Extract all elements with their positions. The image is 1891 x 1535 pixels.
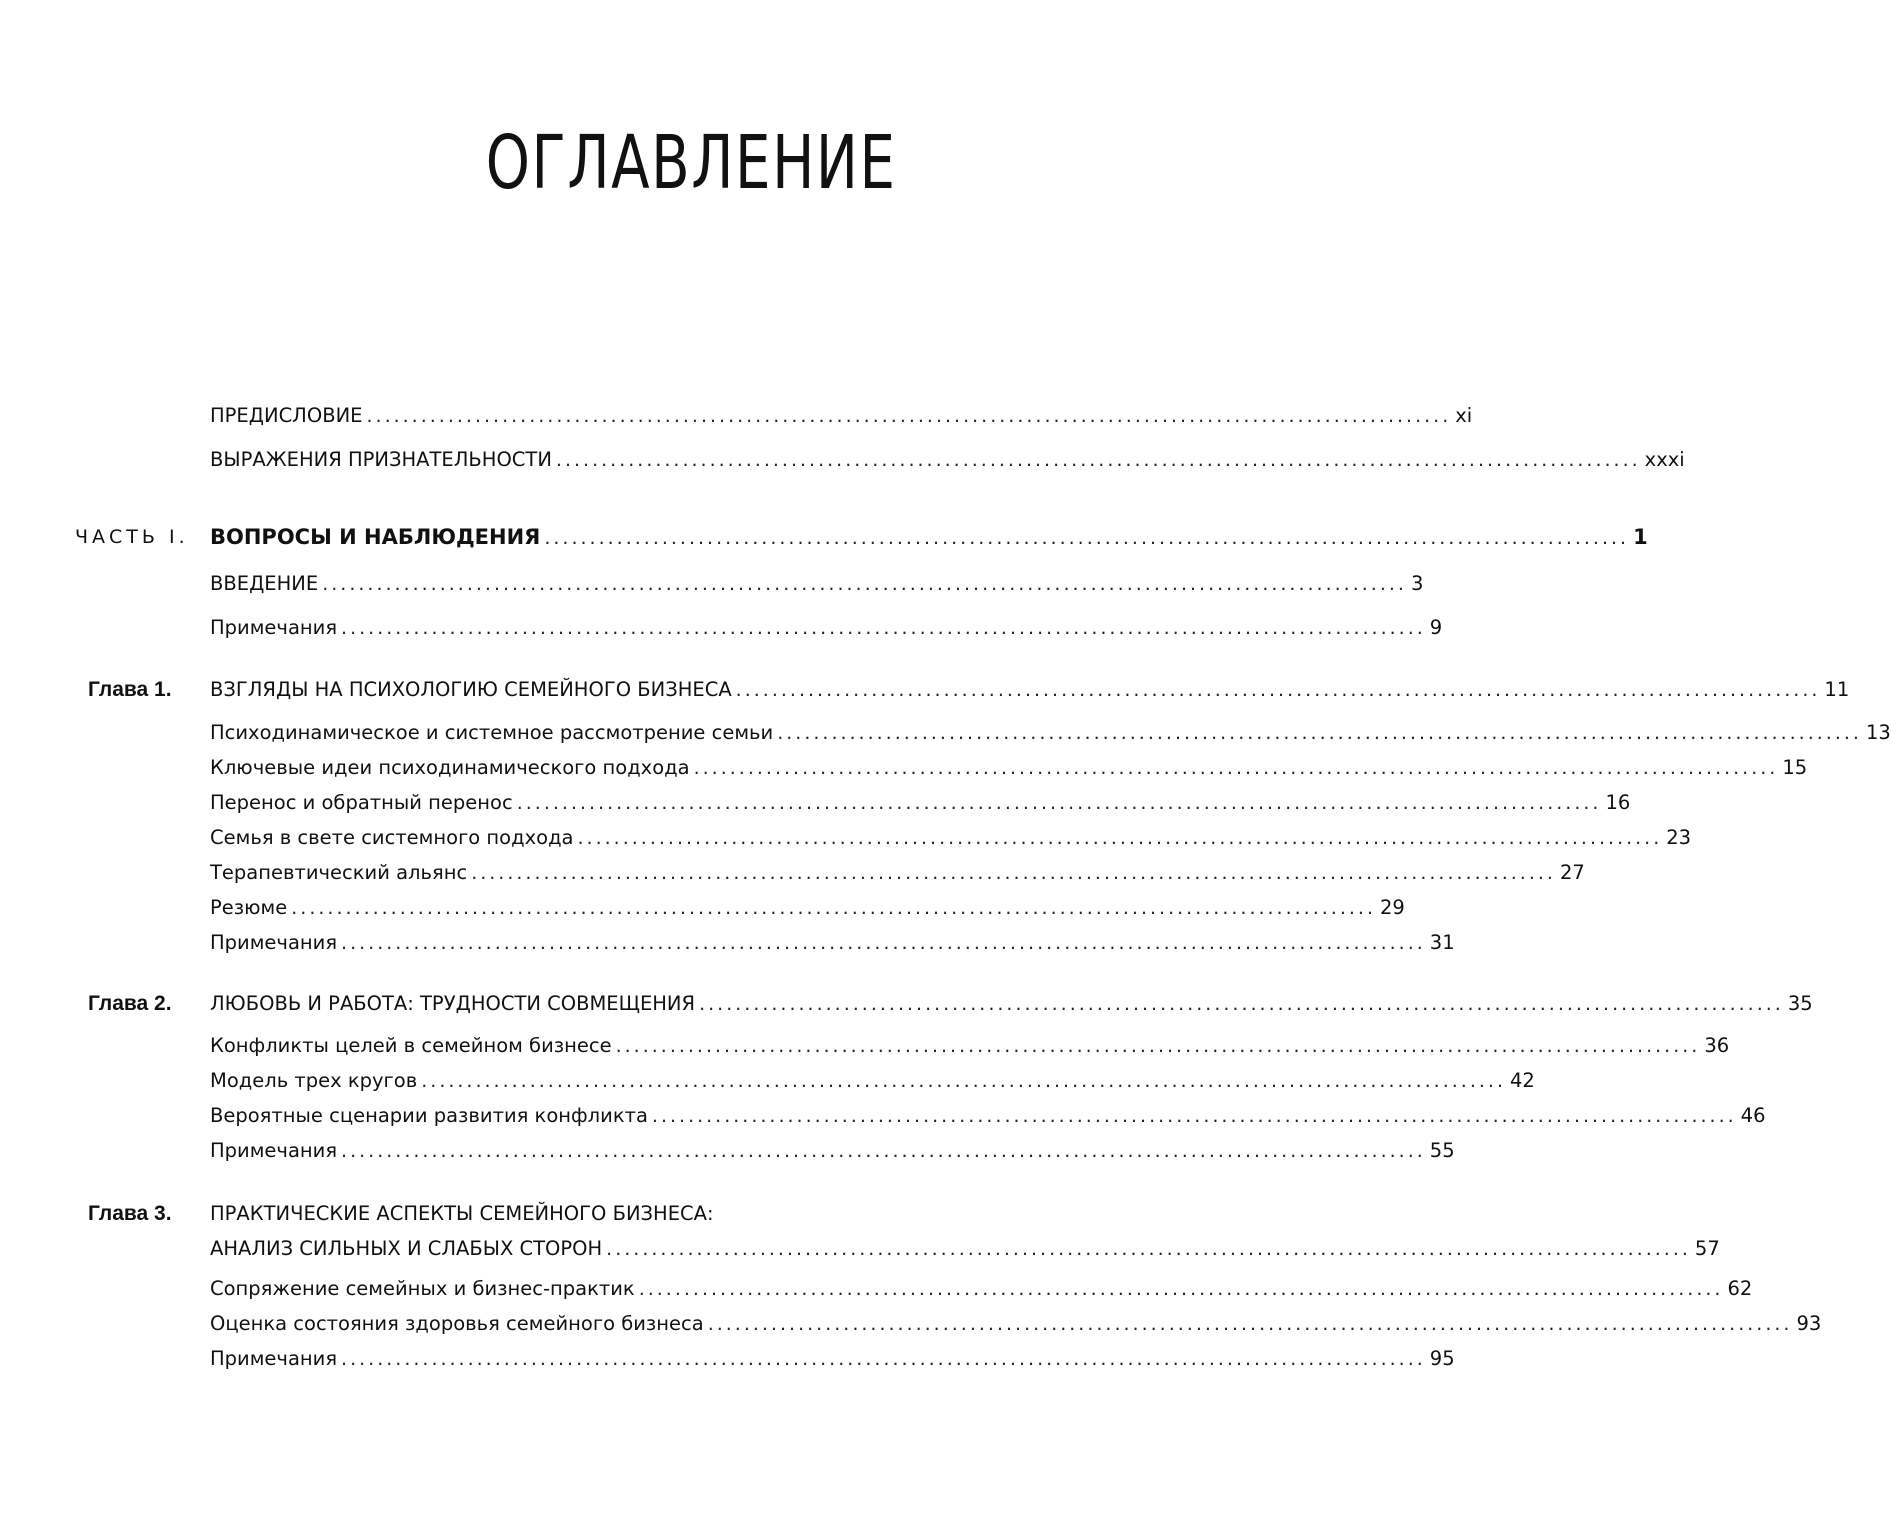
entry-title: Ключевые идеи психодинамического подхода	[210, 756, 690, 779]
entry-page: 35	[1787, 992, 1813, 1015]
page-title: ОГЛАВЛЕНИЕ	[486, 120, 897, 206]
entry-title: ВЫРАЖЕНИЯ ПРИЗНАТЕЛЬНОСТИ	[210, 448, 552, 471]
toc-entry-chapter-1[interactable]	[0, 673, 1850, 707]
leader-dots: ........................................................................................................................	[544, 527, 1630, 549]
leader-dots: ........................................................................................................................	[366, 405, 1452, 427]
leader-dots: ........................................................................................................................	[577, 827, 1663, 849]
entry-page: 31	[1429, 931, 1455, 954]
leader-dots: ........................................................................................................................	[693, 757, 1779, 779]
entry-page: 27	[1559, 861, 1585, 884]
leader-dots: ........................................................................................................................	[735, 679, 1821, 701]
toc-entry-section[interactable]	[0, 786, 1631, 820]
toc-entry-acknowledgements[interactable]	[0, 443, 1685, 477]
toc-entry-section[interactable]	[0, 1272, 1753, 1306]
part-label: ЧАСТЬ I.	[75, 526, 189, 548]
leader-dots: ........................................................................................................................	[777, 722, 1862, 744]
leader-dots: ........................................................................................................................	[322, 573, 1407, 595]
entry-title: Сопряжение семейных и бизнес-практик	[210, 1277, 635, 1300]
toc-entry-chapter-2[interactable]	[0, 987, 1813, 1021]
toc-entry-section[interactable]	[0, 821, 1692, 855]
entry-title: Резюме	[210, 896, 288, 919]
toc-entry-foreword[interactable]	[0, 399, 1473, 433]
toc-entry-section[interactable]	[0, 856, 1585, 890]
toc-entry-notes[interactable]	[0, 926, 1455, 960]
toc-entry-notes[interactable]	[0, 1342, 1455, 1376]
entry-page: 15	[1782, 756, 1808, 779]
toc-entry-introduction[interactable]	[0, 567, 1424, 601]
entry-page: 93	[1796, 1312, 1822, 1335]
entry-page: 23	[1666, 826, 1692, 849]
toc-entry-section[interactable]	[0, 1307, 1822, 1341]
toc-entry-part-1[interactable]	[0, 520, 1648, 554]
entry-title: Терапевтический альянс	[210, 861, 468, 884]
entry-page: 42	[1509, 1069, 1535, 1092]
toc-entry-section[interactable]	[0, 716, 1891, 750]
leader-dots: ........................................................................................................................	[638, 1278, 1724, 1300]
entry-title: Модель трех кругов	[210, 1069, 418, 1092]
leader-dots: ........................................................................................................................	[699, 993, 1784, 1015]
toc-entry-notes[interactable]	[0, 1134, 1455, 1168]
entry-title: Вероятные сценарии развития конфликта	[210, 1104, 648, 1127]
entry-page: 3	[1410, 572, 1424, 595]
toc-entry-section[interactable]	[0, 1064, 1535, 1098]
entry-page: 11	[1824, 678, 1850, 701]
entry-title: ПРЕДИСЛОВИЕ	[210, 404, 363, 427]
entry-page: xi	[1455, 404, 1473, 427]
entry-page: 1	[1633, 525, 1648, 549]
chapter-label: Глава 2.	[88, 992, 172, 1015]
leader-dots: ........................................................................................................................	[471, 862, 1556, 884]
leader-dots: ........................................................................................................................	[341, 617, 1426, 639]
leader-dots: ........................................................................................................................	[615, 1035, 1701, 1057]
toc-entry-section[interactable]	[0, 891, 1405, 925]
toc-entry-chapter-3[interactable]	[0, 1197, 1000, 1231]
entry-title-line-1: ПРАКТИЧЕСКИЕ АСПЕКТЫ СЕМЕЙНОГО БИЗНЕСА:	[210, 1202, 714, 1225]
entry-page: xxxi	[1644, 448, 1685, 471]
entry-title: Перенос и обратный перенос	[210, 791, 513, 814]
toc-entry-section[interactable]	[0, 1099, 1766, 1133]
toc-entry-section[interactable]	[0, 1029, 1730, 1063]
entry-title: ВВЕДЕНИЕ	[210, 572, 319, 595]
leader-dots: ........................................................................................................................	[516, 792, 1602, 814]
chapter-label: Глава 3.	[88, 1202, 172, 1225]
entry-title: Примечания	[210, 1139, 338, 1162]
entry-page: 46	[1740, 1104, 1766, 1127]
entry-page: 57	[1694, 1237, 1720, 1260]
entry-page: 95	[1429, 1347, 1455, 1370]
entry-title: Примечания	[210, 1347, 338, 1370]
entry-title: Примечания	[210, 616, 338, 639]
leader-dots: ........................................................................................................................	[606, 1238, 1691, 1260]
leader-dots: ........................................................................................................................	[291, 897, 1376, 919]
leader-dots: ........................................................................................................................	[341, 932, 1426, 954]
entry-page: 16	[1605, 791, 1631, 814]
entry-title: Семья в свете системного подхода	[210, 826, 574, 849]
leader-dots: ........................................................................................................................	[341, 1348, 1426, 1370]
entry-title: ВЗГЛЯДЫ НА ПСИХОЛОГИЮ СЕМЕЙНОГО БИЗНЕСА	[210, 678, 732, 701]
entry-page: 36	[1704, 1034, 1730, 1057]
toc-entry-section[interactable]	[0, 751, 1808, 785]
leader-dots: ........................................................................................................................	[421, 1070, 1506, 1092]
entry-page: 62	[1727, 1277, 1753, 1300]
entry-page: 29	[1380, 896, 1405, 919]
leader-dots: ........................................................................................................................	[651, 1105, 1737, 1127]
entry-title: Оценка состояния здоровья семейного бизнеса	[210, 1312, 704, 1335]
chapter-label: Глава 1.	[88, 678, 172, 701]
toc-entry-chapter-3-line-2[interactable]	[0, 1232, 1720, 1266]
entry-page: 9	[1429, 616, 1443, 639]
entry-title: Психодинамическое и системное рассмотрение семьи	[210, 721, 774, 744]
entry-page: 13	[1865, 721, 1891, 744]
entry-page: 55	[1429, 1139, 1455, 1162]
entry-title: ВОПРОСЫ И НАБЛЮДЕНИЯ	[210, 525, 541, 549]
entry-title: ЛЮБОВЬ И РАБОТА: ТРУДНОСТИ СОВМЕЩЕНИЯ	[210, 992, 696, 1015]
entry-title: АНАЛИЗ СИЛЬНЫХ И СЛАБЫХ СТОРОН	[210, 1237, 603, 1260]
leader-dots: ........................................................................................................................	[707, 1313, 1793, 1335]
leader-dots: ........................................................................................................................	[341, 1140, 1426, 1162]
toc-entry-notes[interactable]	[0, 611, 1443, 645]
entry-title: Примечания	[210, 931, 338, 954]
leader-dots: ........................................................................................................................	[555, 449, 1641, 471]
entry-title: Конфликты целей в семейном бизнесе	[210, 1034, 612, 1057]
